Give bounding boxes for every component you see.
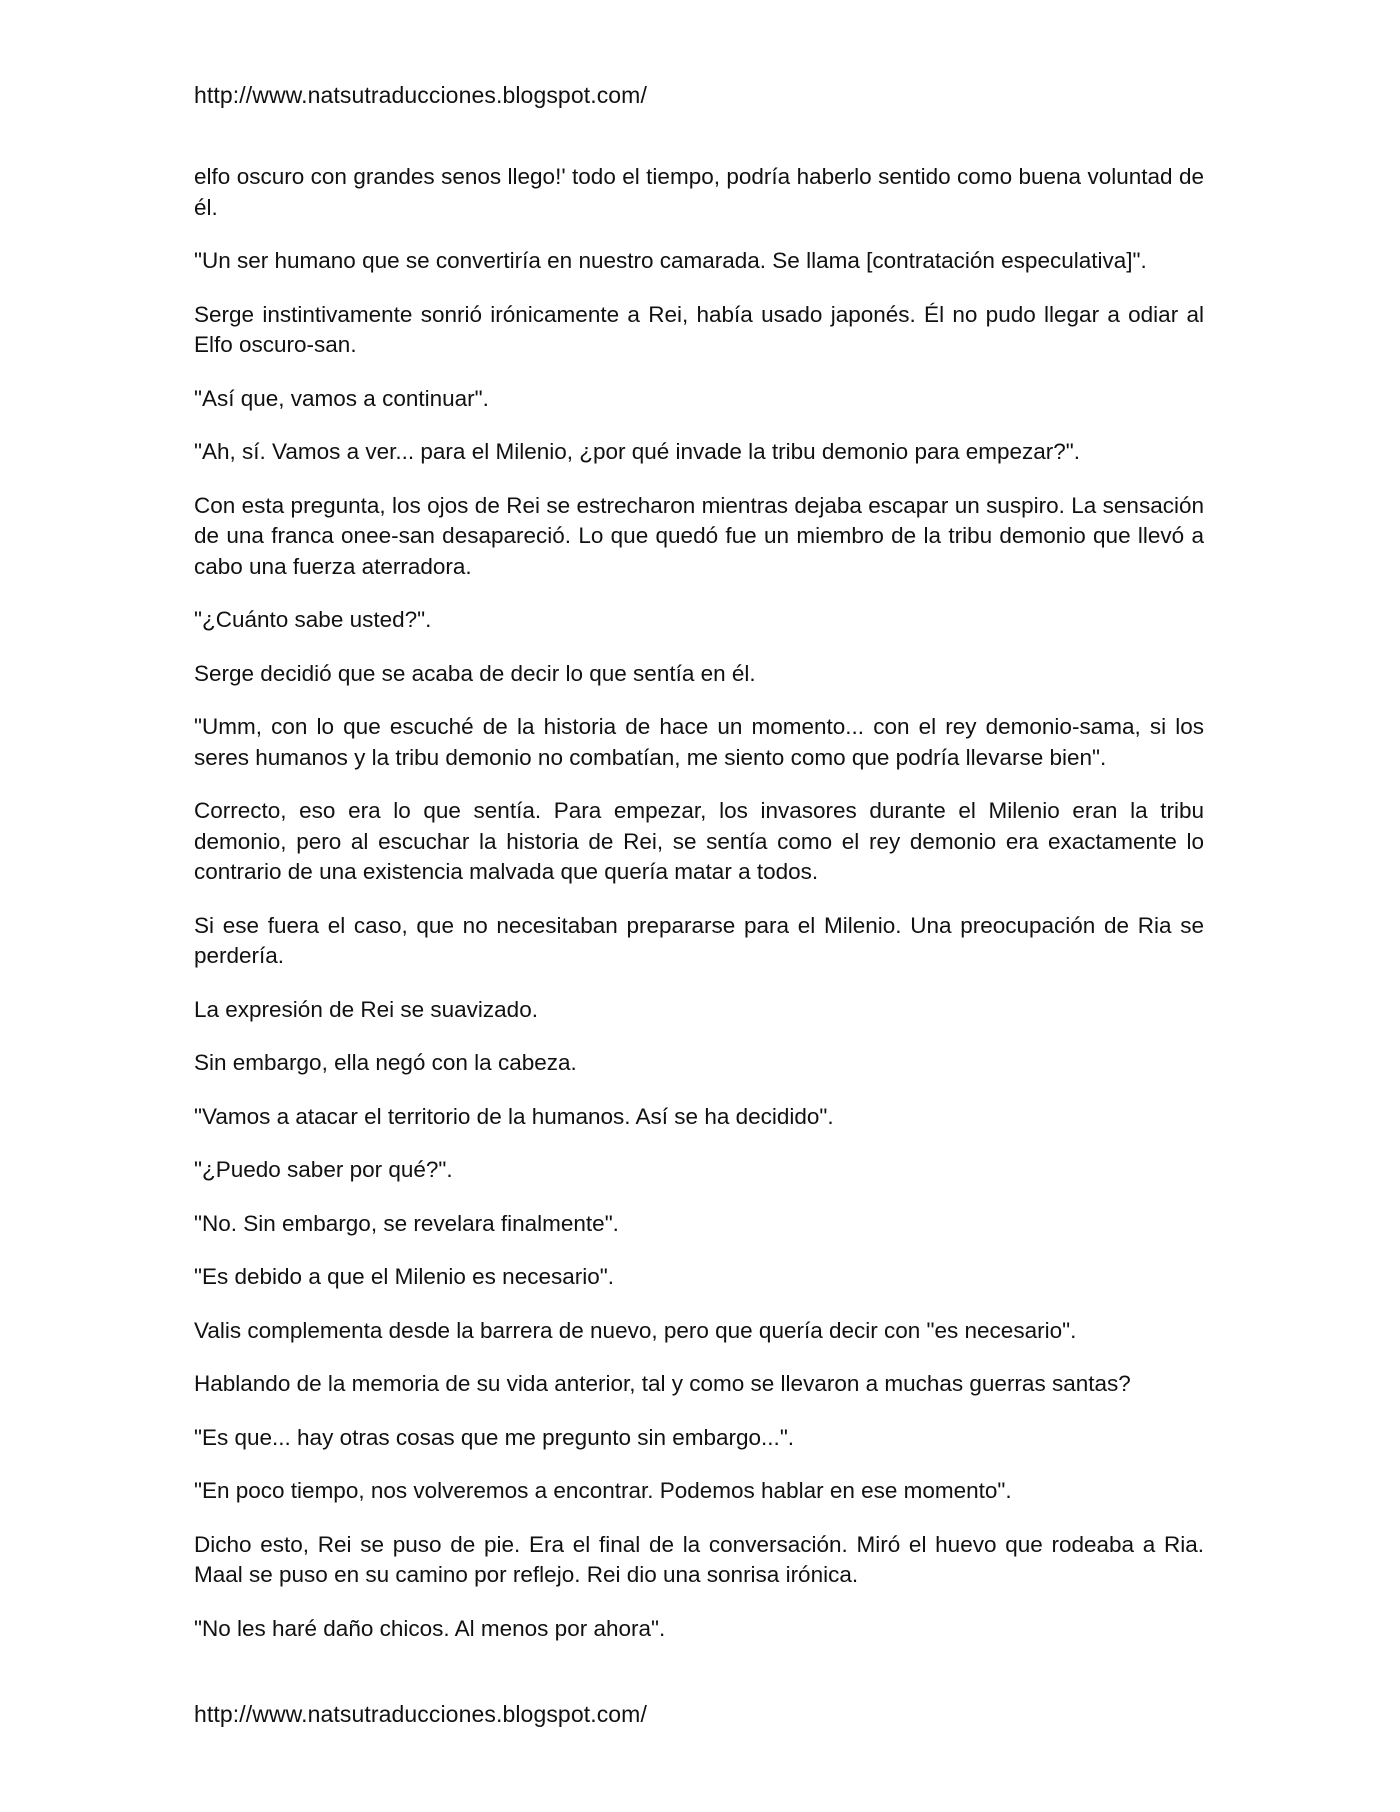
paragraph: Correcto, eso era lo que sentía. Para empezar, los invasores durante el Milenio eran la tribu demonio, pero al escuchar la historia de Rei, se sentía como el rey demonio era exactamente lo contrario de una existencia malvada que quería matar a todos. bbox=[194, 798, 1204, 884]
paragraph: "Ah, sí. Vamos a ver... para el Milenio, ¿por qué invade la tribu demonio para empezar?". bbox=[194, 439, 1081, 464]
paragraph: Valis complementa desde la barrera de nuevo, pero que quería decir con "es necesario". bbox=[194, 1317, 1077, 1343]
paragraph: Con esta pregunta, los ojos de Rei se estrecharon mientras dejaba escapar un suspiro. La sensación de una franca onee-san desapareció. Lo que quedó fue un miembro de la tribu demonio que llevó a cabo una fuerza aterradora. bbox=[194, 492, 1204, 579]
paragraph: "Es debido a que el Milenio es necesario". bbox=[194, 1264, 614, 1289]
paragraph: La expresión de Rei se suavizado. bbox=[194, 996, 538, 1022]
paragraph: "¿Cuánto sabe usted?". bbox=[194, 607, 432, 632]
paragraph: Serge instintivamente sonrió irónicamente a Rei, había usado japonés. Él no pudo llegar a odiar al Elfo oscuro-san. bbox=[194, 301, 1204, 357]
paragraph: "Vamos a atacar el territorio de la humanos. Así se ha decidido". bbox=[194, 1103, 834, 1129]
paragraph: Sin embargo, ella negó con la cabeza. bbox=[194, 1050, 577, 1075]
paragraph: elfo oscuro con grandes senos llego!' todo el tiempo, podría haberlo sentido como buena voluntad de él. bbox=[194, 164, 1204, 220]
paragraph: "Umm, con lo que escuché de la historia de hace un momento... con el rey demonio-sama, si los seres humanos y la tribu demonio no combatían, me siento como que podría llevarse bien". bbox=[194, 714, 1204, 770]
paragraph: Dicho esto, Rei se puso de pie. Era el final de la conversación. Miró el huevo que rodeaba a Ria. Maal se puso en su camino por reflejo. Rei dio una sonrisa irónica. bbox=[194, 1531, 1204, 1587]
paragraph: "Un ser humano que se convertiría en nuestro camarada. Se llama [contratación especulativa]". bbox=[194, 248, 1147, 273]
paragraph: "En poco tiempo, nos volveremos a encontrar. Podemos hablar en ese momento". bbox=[194, 1478, 1012, 1503]
paragraph: Serge decidió que se acaba de decir lo que sentía en él. bbox=[194, 660, 756, 686]
paragraph: Si ese fuera el caso, que no necesitaban prepararse para el Milenio. Una preocupación de Ria se perdería. bbox=[194, 912, 1204, 968]
paragraph: "No les haré daño chicos. Al menos por ahora". bbox=[194, 1615, 666, 1641]
body-text bbox=[194, 162, 1204, 1644]
paragraph: "No. Sin embargo, se revelara finalmente". bbox=[194, 1210, 619, 1236]
footer-url: http://www.natsutraducciones.blogspot.com/ bbox=[194, 1701, 647, 1727]
header-url: http://www.natsutraducciones.blogspot.com/ bbox=[194, 82, 647, 108]
paragraph: Hablando de la memoria de su vida anterior, tal y como se llevaron a muchas guerras santas? bbox=[194, 1371, 1131, 1396]
paragraph: "¿Puedo saber por qué?". bbox=[194, 1157, 453, 1182]
paragraph: "Así que, vamos a continuar". bbox=[194, 385, 489, 411]
paragraph: "Es que... hay otras cosas que me pregunto sin embargo...". bbox=[194, 1424, 795, 1450]
